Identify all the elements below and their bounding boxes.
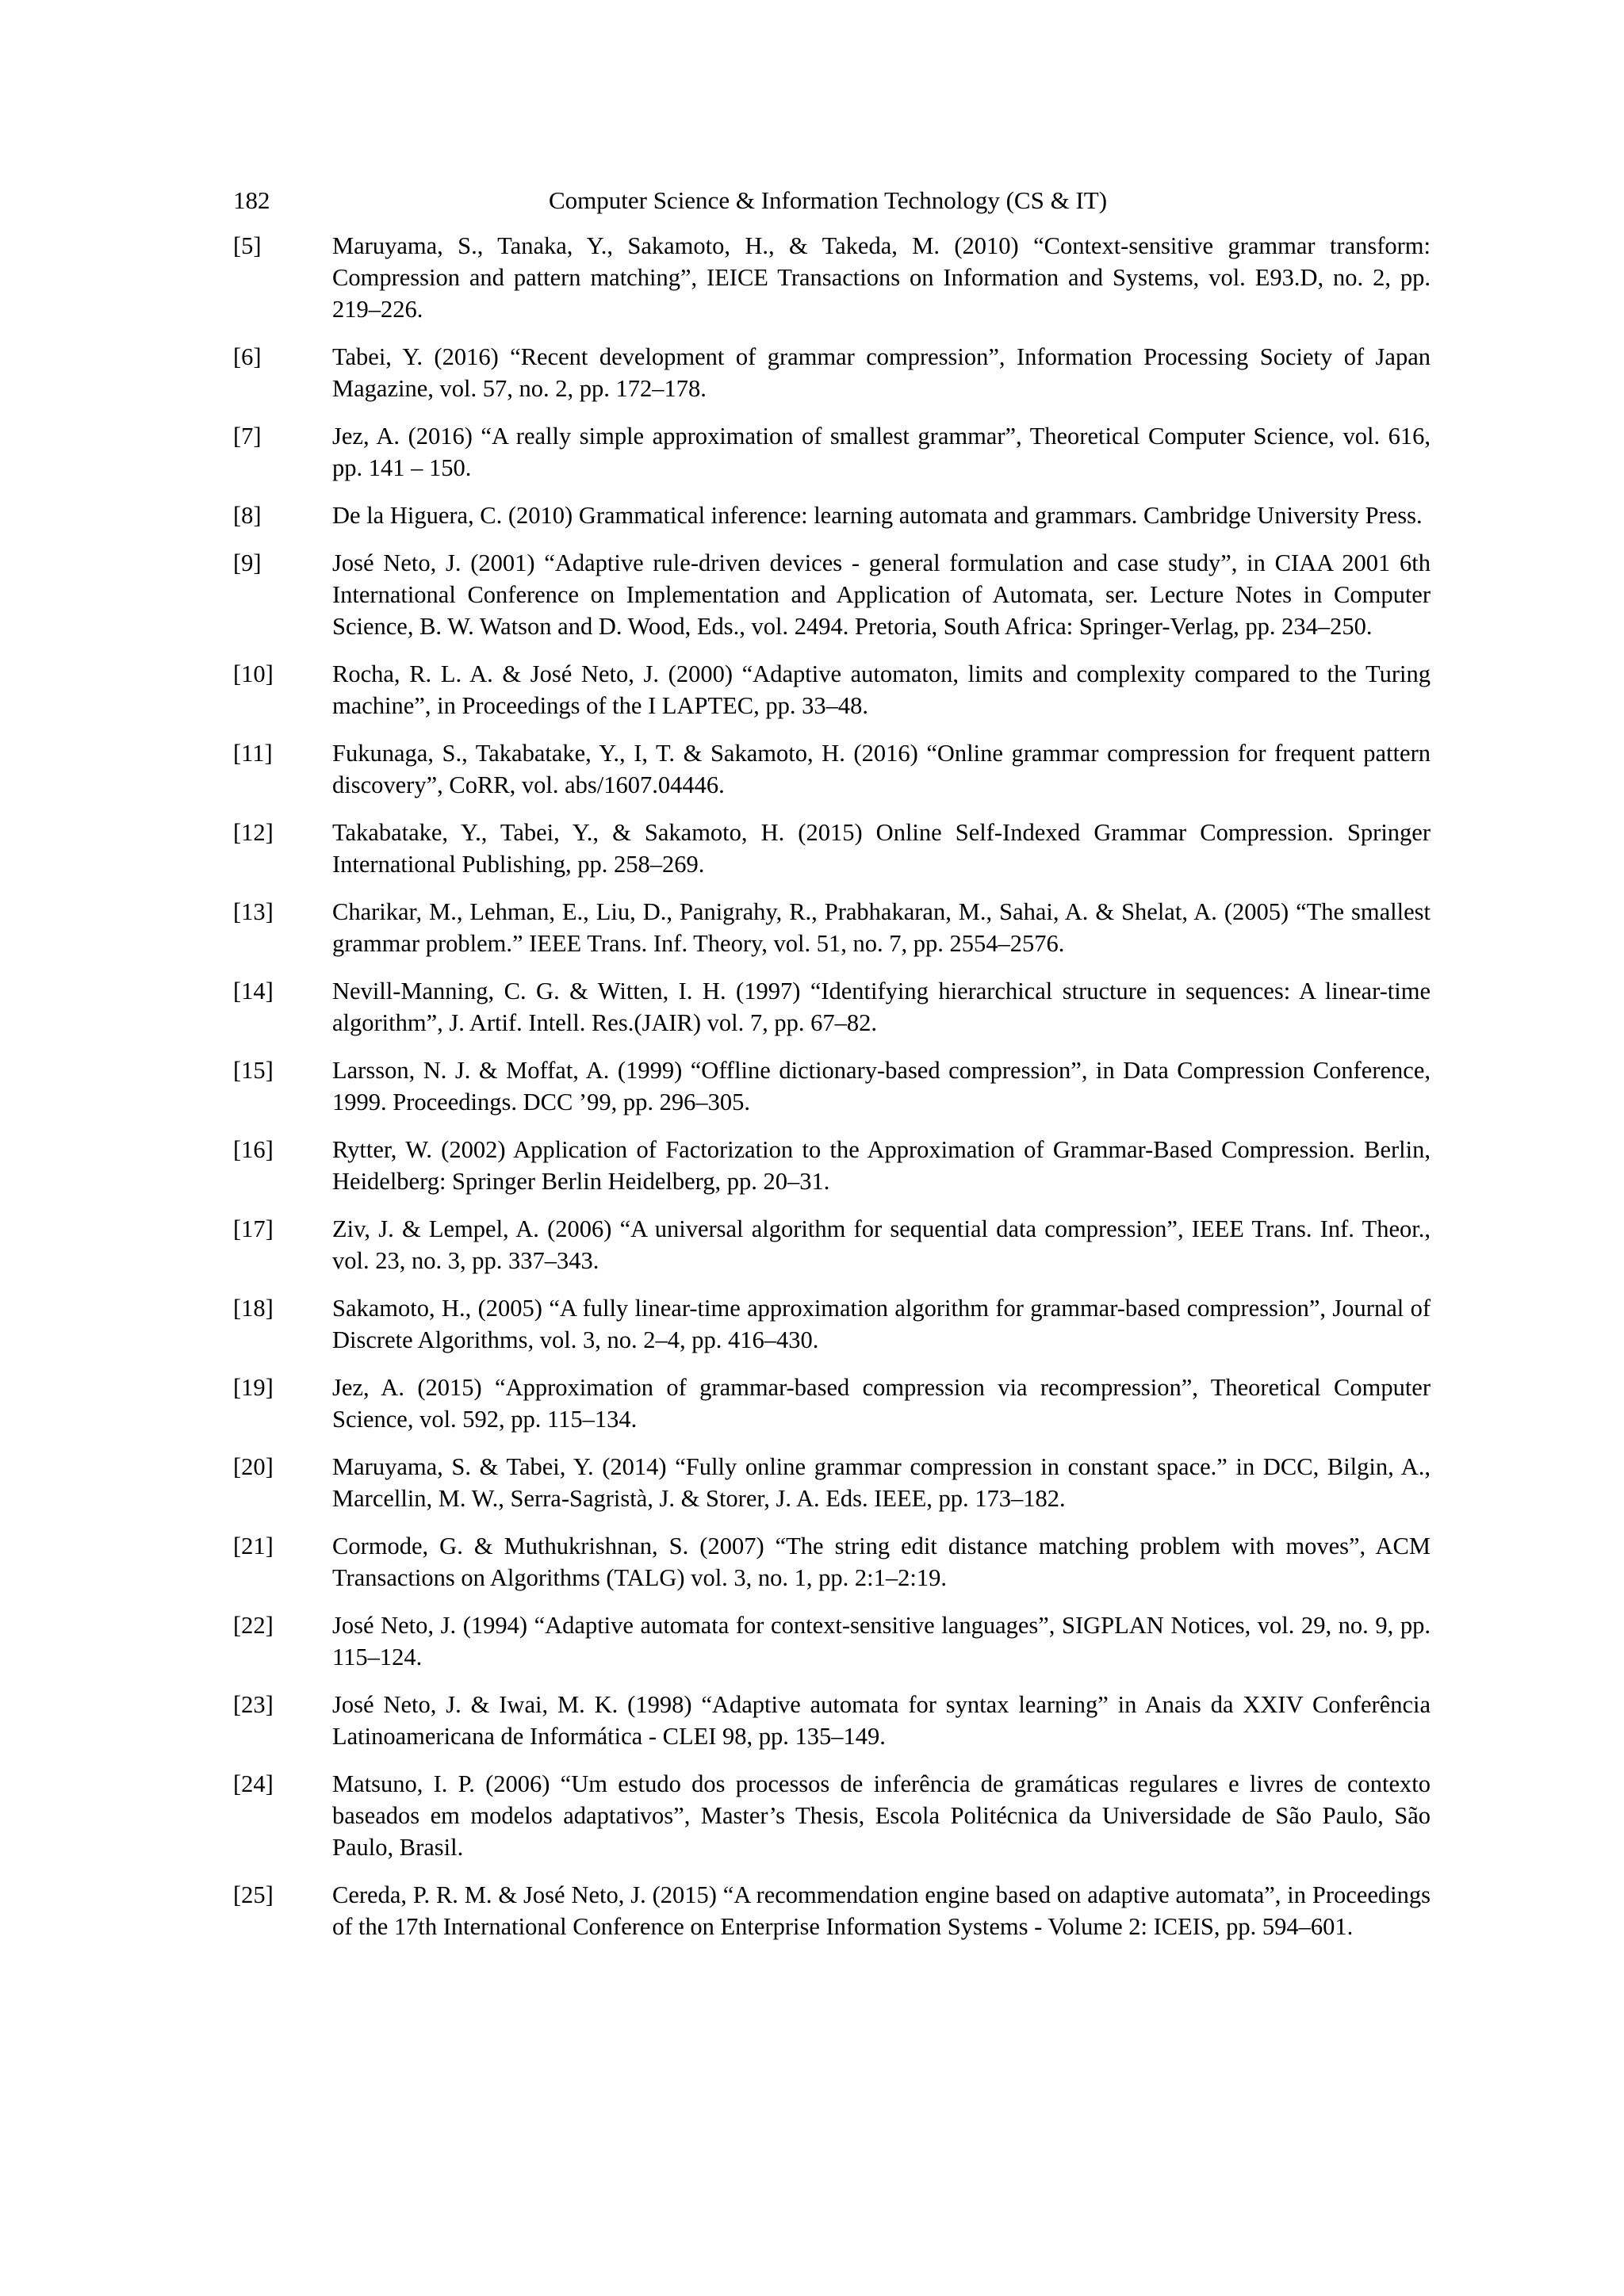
reference-text: Maruyama, S. & Tabei, Y. (2014) “Fully online grammar compression in constant space.” in DCC, Bilgin, A., Marcellin, M. W., Serra-Sagristà, J. & Storer, J. A. Eds. IEEE, pp. 173–182. <box>332 1453 1431 1512</box>
reference-item <box>233 1292 1431 1356</box>
reference-label: [20] <box>233 1453 274 1480</box>
reference-item <box>233 230 1431 325</box>
running-title: Computer Science & Information Technology (CS & IT) <box>548 186 1108 214</box>
reference-label: [13] <box>233 898 274 925</box>
reference-item <box>233 1213 1431 1276</box>
reference-text: Rytter, W. (2002) Application of Factorization to the Approximation of Grammar-Based Compression. Berlin, Heidelberg: Springer Berlin Heidelberg, pp. 20–31. <box>332 1136 1431 1195</box>
reference-text: Tabei, Y. (2016) “Recent development of grammar compression”, Information Processing Society of Japan Magazine, vol. 57, no. 2, pp. 172–178. <box>332 343 1431 402</box>
reference-label: [10] <box>233 660 274 687</box>
page-number: 182 <box>233 186 270 214</box>
reference-item <box>233 499 1431 531</box>
reference-label: [7] <box>233 423 262 450</box>
reference-label: [5] <box>233 232 262 259</box>
reference-text: Maruyama, S., Tanaka, Y., Sakamoto, H., & Takeda, M. (2010) “Context-sensitive grammar transform: Compression and pattern matching”, IEICE Transactions on Information and Systems, vol. E93.D, no. 2, pp. 219–226. <box>332 232 1431 323</box>
reference-text: Jez, A. (2016) “A really simple approximation of smallest grammar”, Theoretical Computer Science, vol. 616, pp. 141 – 150. <box>332 423 1431 481</box>
reference-text: José Neto, J. & Iwai, M. K. (1998) “Adaptive automata for syntax learning” in Anais da XXIV Conferência Latinoamericana de Informática - CLEI 98, pp. 135–149. <box>332 1691 1431 1750</box>
page-header <box>233 181 1423 220</box>
reference-item <box>233 1768 1431 1863</box>
reference-label: [19] <box>233 1374 274 1401</box>
reference-item <box>233 1689 1431 1752</box>
reference-label: [21] <box>233 1533 274 1559</box>
reference-label: [12] <box>233 819 274 846</box>
reference-text: Matsuno, I. P. (2006) “Um estudo dos processos de inferência de gramáticas regulares e livres de contexto baseados em modelos adaptativos”, Master’s Thesis, Escola Politécnica da Universidade de São Paulo, São Paulo, Brasil. <box>332 1770 1431 1861</box>
reference-item <box>233 1451 1431 1514</box>
reference-item <box>233 1134 1431 1197</box>
reference-text: Jez, A. (2015) “Approximation of grammar-based compression via recompression”, Theoretical Computer Science, vol. 592, pp. 115–134. <box>332 1374 1431 1433</box>
reference-text: Ziv, J. & Lempel, A. (2006) “A universal algorithm for sequential data compression”, IEEE Trans. Inf. Theor., vol. 23, no. 3, pp. 337–343. <box>332 1215 1431 1274</box>
reference-label: [17] <box>233 1215 274 1242</box>
reference-text: Fukunaga, S., Takabatake, Y., I, T. & Sakamoto, H. (2016) “Online grammar compression for frequent pattern discovery”, CoRR, vol. abs/1607.04446. <box>332 740 1431 798</box>
reference-label: [15] <box>233 1057 274 1084</box>
reference-item <box>233 737 1431 801</box>
reference-item <box>233 1609 1431 1673</box>
reference-item <box>233 658 1431 721</box>
reference-item <box>233 817 1431 880</box>
reference-label: [8] <box>233 502 262 529</box>
reference-label: [24] <box>233 1770 274 1797</box>
reference-text: Cormode, G. & Muthukrishnan, S. (2007) “The string edit distance matching problem with moves”, ACM Transactions on Algorithms (TALG) vol. 3, no. 1, pp. 2:1–2:19. <box>332 1533 1431 1591</box>
reference-text: Rocha, R. L. A. & José Neto, J. (2000) “Adaptive automaton, limits and complexity compared to the Turing machine”, in Proceedings of the I LAPTEC, pp. 33–48. <box>332 660 1431 719</box>
reference-label: [14] <box>233 978 274 1004</box>
reference-label: [9] <box>233 549 262 576</box>
reference-label: [18] <box>233 1295 274 1322</box>
reference-item <box>233 341 1431 404</box>
reference-label: [22] <box>233 1612 274 1639</box>
reference-label: [25] <box>233 1881 274 1908</box>
reference-item <box>233 975 1431 1039</box>
reference-item <box>233 1530 1431 1594</box>
reference-text: Cereda, P. R. M. & José Neto, J. (2015) “A recommendation engine based on adaptive automata”, in Proceedings of the 17th International Conference on Enterprise Information Systems - Volume 2: ICEIS, pp. 594–601. <box>332 1881 1431 1940</box>
reference-text: Charikar, M., Lehman, E., Liu, D., Panigrahy, R., Prabhakaran, M., Sahai, A. & Shelat, A. (2005) “The smallest grammar problem.” IEEE Trans. Inf. Theory, vol. 51, no. 7, pp. 2554–2576. <box>332 898 1431 957</box>
reference-item <box>233 1054 1431 1118</box>
reference-label: [6] <box>233 343 262 370</box>
reference-list <box>233 230 1431 1958</box>
reference-item <box>233 420 1431 484</box>
reference-text: De la Higuera, C. (2010) Grammatical inference: learning automata and grammars. Cambridge University Press. <box>332 502 1423 529</box>
reference-text: Nevill-Manning, C. G. & Witten, I. H. (1997) “Identifying hierarchical structure in sequences: A linear-time algorithm”, J. Artif. Intell. Res.(JAIR) vol. 7, pp. 67–82. <box>332 978 1431 1036</box>
reference-text: José Neto, J. (1994) “Adaptive automata for context-sensitive languages”, SIGPLAN Notices, vol. 29, no. 9, pp. 115–124. <box>332 1612 1431 1670</box>
reference-text: Takabatake, Y., Tabei, Y., & Sakamoto, H. (2015) Online Self-Indexed Grammar Compression. Springer International Publishing, pp. 258–269. <box>332 819 1431 878</box>
reference-item <box>233 1879 1431 1942</box>
reference-label: [23] <box>233 1691 274 1718</box>
reference-item <box>233 896 1431 959</box>
reference-text: José Neto, J. (2001) “Adaptive rule-driven devices - general formulation and case study”, in CIAA 2001 6th International Conference on Implementation and Application of Automata, ser. Lecture Notes in Computer Science, B. W. Watson and D. Wood, Eds., vol. 2494. Pretoria, South Africa: Springer-Verlag, pp. 234–250. <box>332 549 1431 640</box>
reference-text: Sakamoto, H., (2005) “A fully linear-time approximation algorithm for grammar-based compression”, Journal of Discrete Algorithms, vol. 3, no. 2–4, pp. 416–430. <box>332 1295 1431 1353</box>
reference-label: [11] <box>233 740 273 767</box>
reference-item <box>233 1372 1431 1435</box>
reference-label: [16] <box>233 1136 274 1163</box>
reference-text: Larsson, N. J. & Moffat, A. (1999) “Offline dictionary-based compression”, in Data Compression Conference, 1999. Proceedings. DCC ’99, pp. 296–305. <box>332 1057 1431 1115</box>
reference-item <box>233 547 1431 642</box>
